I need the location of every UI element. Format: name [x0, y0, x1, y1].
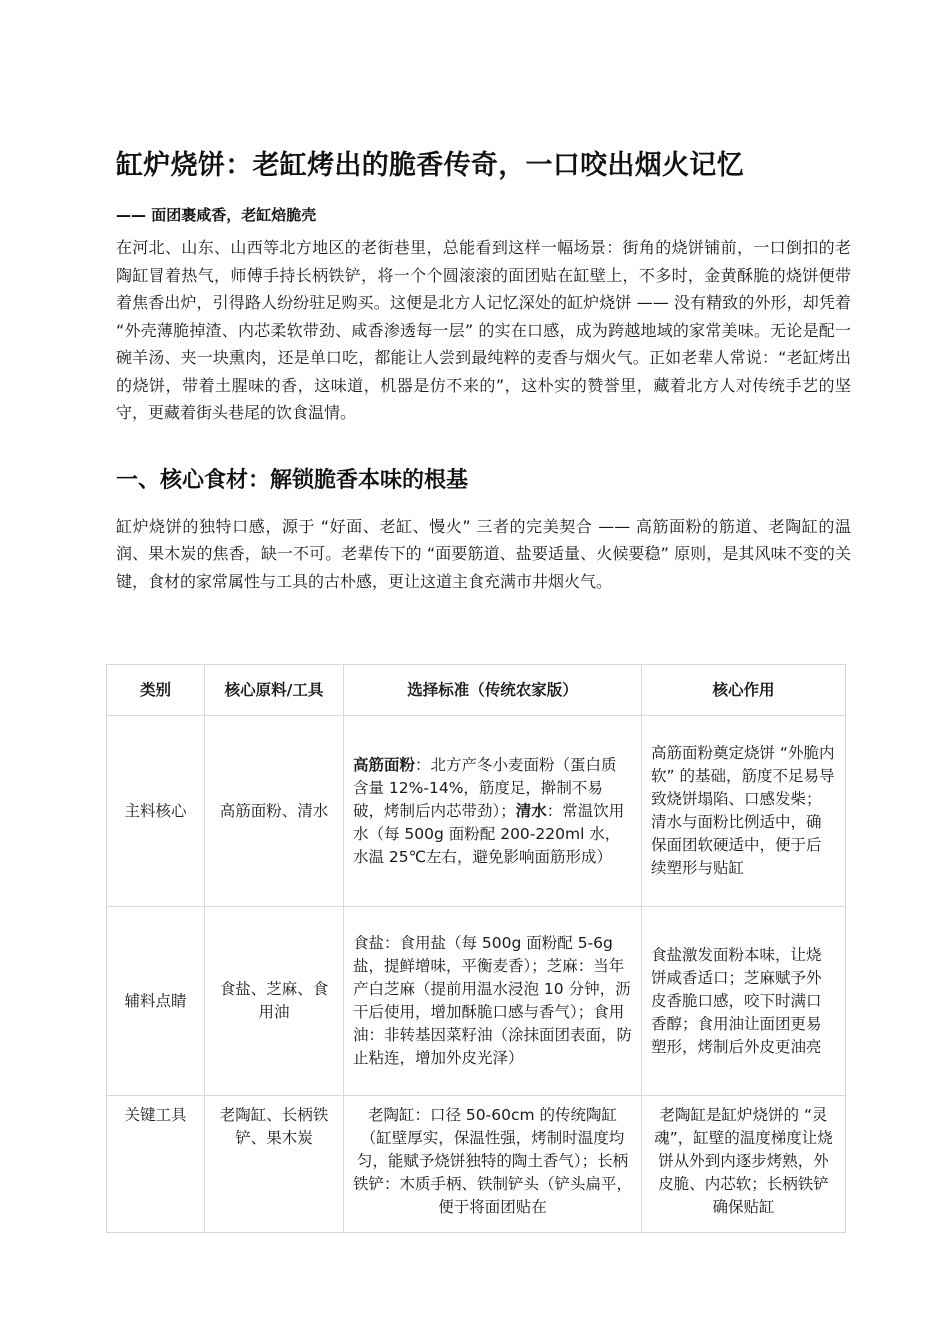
document-page	[116, 148, 851, 595]
section-paragraph: 缸炉烧饼的独特口感，源于 “好面、老缸、慢火” 三者的完美契合 —— 高筋面粉的筋道、老陶缸的温润、果木炭的焦香，缺一不可。老辈传下的 “面要筋道、盐要适量、火候要稳” 原则，是其风味不变的关键，食材的家常属性与工具的古朴感，更让这道主食充满市井烟火气。	[116, 516, 851, 591]
term-text: ：常温饮用水（每 500g 面粉配 200-220ml 水，水温 25℃左右，避免影响面筋形成）	[353, 801, 625, 866]
cell-standard	[344, 1096, 642, 1233]
cell-category: 主料核心	[107, 716, 205, 907]
term-label: 高筋面粉	[353, 755, 416, 774]
cell-category	[107, 1096, 205, 1233]
cell-role	[642, 1096, 846, 1233]
cell-role: 高筋面粉奠定烧饼 “外脆内软” 的基础，筋度不足易导致烧饼塌陷、口感发柴；清水与面粉比例适中，确保面团软硬适中，便于后续塑形与贴缸	[642, 716, 846, 907]
cell-category: 辅料点睛	[107, 907, 205, 1096]
header-material: 核心原料/工具	[205, 665, 344, 716]
page-title: 缸炉烧饼：老缸烤出的脆香传奇，一口咬出烟火记忆	[116, 150, 744, 181]
header-category: 类别	[107, 665, 205, 716]
cell-standard	[344, 716, 642, 907]
table-row	[107, 1096, 846, 1233]
table-row	[107, 907, 846, 1096]
cell-text: 老陶缸：口径 50-60cm 的传统陶缸（缸壁厚实，保温性强，烤制时温度均匀，能赋予烧饼独特的陶土香气）；长柄铁铲：木质手柄、铁制铲头（铲头扁平，便于将面团贴在	[353, 1106, 632, 1216]
cell-material	[205, 1096, 344, 1233]
section-heading: 一、核心食材：解锁脆香本味的根基	[116, 467, 469, 493]
cell-role: 食盐激发面粉本味，让烧饼咸香适口；芝麻赋予外皮香脆口感，咬下时满口香醇；食用油让面团更易塑形，烤制后外皮更油亮	[642, 907, 846, 1096]
cell-text: 关键工具	[124, 1106, 187, 1124]
header-role: 核心作用	[642, 665, 846, 716]
cell-material: 食盐、芝麻、食用油	[205, 907, 344, 1096]
cell-material: 高筋面粉、清水	[205, 716, 344, 907]
ingredients-table	[106, 664, 846, 1233]
cell-standard: 食盐：食用盐（每 500g 面粉配 5-6g 盐，提鲜增味，平衡麦香）；芝麻：当年产白芝麻（提前用温水浸泡 10 分钟，沥干后使用，增加酥脆口感与香气）；食用油：非转基因菜籽油（涂抹面团表面，防止粘连，增加外皮光泽）	[344, 907, 642, 1096]
table-row	[107, 716, 846, 907]
term-label: 清水	[515, 801, 547, 820]
cell-text: 老陶缸是缸炉烧饼的 “灵魂”，缸壁的温度梯度让烧饼从外到内逐步烤熟，外皮脆、内芯软；长柄铁铲确保贴缸	[654, 1106, 833, 1216]
intro-paragraph: 在河北、山东、山西等北方地区的老街巷里，总能看到这样一幅场景：街角的烧饼铺前，一口倒扣的老陶缸冒着热气，师傅手持长柄铁铲，将一个个圆滚滚的面团贴在缸壁上，不多时，金黄酥脆的烧饼便带着焦香出炉，引得路人纷纷驻足购买。这便是北方人记忆深处的缸炉烧饼 —— 没有精致的外形，却凭着 “外壳薄脆掉渣、内芯柔软带劲、咸香渗透每一层” 的实在口感，成为跨越地域的家常美味。无论是配一碗羊汤、夹一块熏肉，还是单口吃，都能让人尝到最纯粹的麦香与烟火气。正如老辈人常说：“老缸烤出的烧饼，带着土腥味的香，这味道，机器是仿不来的”，这朴实的赞誉里，藏着北方人对传统手艺的坚守，更藏着街头巷尾的饮食温情。	[116, 238, 851, 422]
page-subtitle: —— 面团裹咸香，老缸焙脆壳	[116, 206, 317, 224]
header-standard: 选择标准（传统农家版）	[344, 665, 642, 716]
table-header-row	[107, 665, 846, 716]
cell-text: 老陶缸、长柄铁铲、果木炭	[219, 1106, 329, 1147]
term-text: ：北方产冬小麦面粉（蛋白质含量 12%-14%，筋度足，擀制不易破，烤制后内芯带劲）；	[353, 755, 617, 820]
